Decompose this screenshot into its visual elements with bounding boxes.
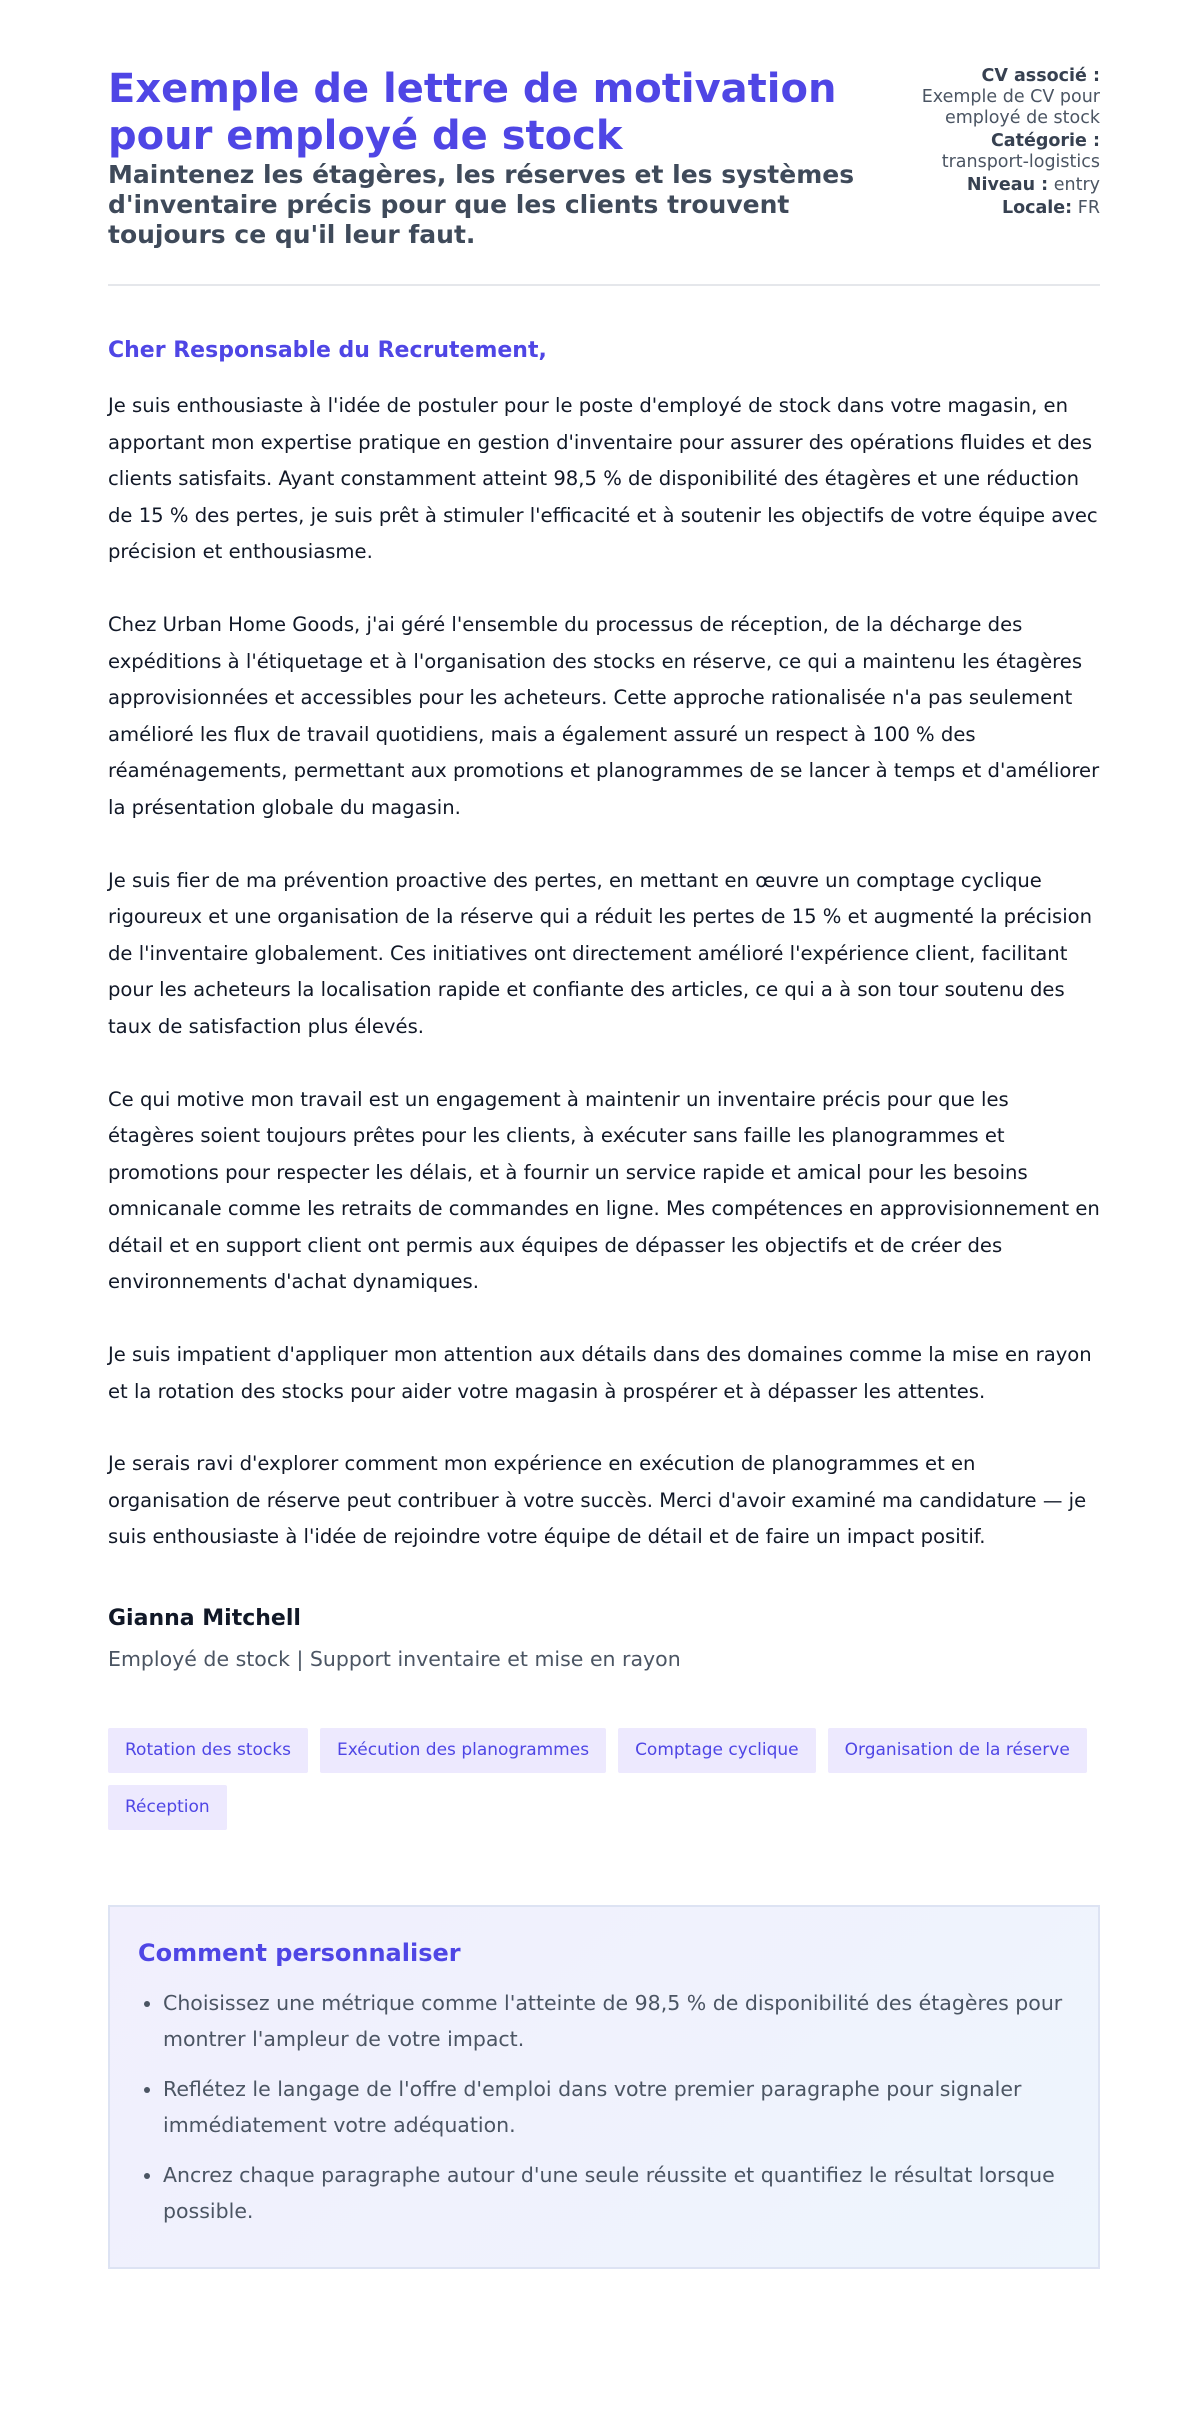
letter-paragraph: Je suis fier de ma prévention proactive des pertes, en mettant en œuvre un comptage cyclique rigoureux et une organisation de la réserve qui a réduit les pertes de 15 % et augmenté la précision de l'inventaire globalement. Ces initiatives ont directement amélioré l'expérience client, facilitant pour les acheteurs la localisation rapide et confiante des articles, ce qui a à son tour soutenu des taux de satisfaction plus élevés. bbox=[108, 868, 1093, 1038]
meta-cv-label: CV associé : bbox=[981, 66, 1100, 86]
letter-paragraph: Je suis enthousiaste à l'idée de postuler pour le poste d'employé de stock dans votre magasin, en apportant mon expertise pratique en gestion d'inventaire pour assurer des opérations fluides et des clients satisfaits. Ayant constamment atteint 98,5 % de disponibilité des étagères et une réduction de 15 % des pertes, je suis prêt à stimuler l'efficacité et à soutenir les objectifs de votre équipe avec précision et enthousiasme. bbox=[108, 394, 1098, 564]
meta-panel bbox=[910, 66, 1100, 221]
letter-paragraph: Je suis impatient d'appliquer mon attention aux détails dans des domaines comme la mise en rayon et la rotation des stocks pour aider votre magasin à prospérer et à dépasser les attentes. bbox=[108, 1343, 1092, 1403]
signature-name: Gianna Mitchell bbox=[108, 1606, 301, 1632]
skill-tag: Comptage cyclique bbox=[618, 1728, 816, 1773]
meta-cv-value: Exemple de CV pour employé de stock bbox=[921, 87, 1100, 128]
meta-locale bbox=[910, 198, 1100, 219]
signature-title: Employé de stock | Support inventaire et mise en rayon bbox=[108, 1647, 681, 1672]
skill-tag: Exécution des planogrammes bbox=[320, 1728, 606, 1773]
customization-tips-box bbox=[108, 1905, 1100, 2269]
meta-level-label: Niveau : bbox=[966, 175, 1049, 195]
meta-category-value: transport-logistics bbox=[941, 152, 1100, 172]
meta-locale-value: FR bbox=[1077, 198, 1100, 218]
page-header bbox=[108, 66, 1100, 250]
tips-title: Comment personnaliser bbox=[138, 1939, 461, 1968]
letter-body bbox=[108, 388, 1100, 1556]
skill-tag: Organisation de la réserve bbox=[828, 1728, 1087, 1773]
letter-greeting: Cher Responsable du Recrutement, bbox=[108, 338, 547, 363]
meta-level bbox=[910, 175, 1100, 196]
page-subtitle: Maintenez les étagères, les réserves et les systèmes d'inventaire précis pour que les clients trouvent toujours ce qu'il leur faut. bbox=[108, 160, 855, 249]
header-divider bbox=[108, 284, 1100, 286]
meta-category bbox=[910, 131, 1100, 173]
tip-item: • Reflétez le langage de l'offre d'emploi dans votre premier paragraphe pour signaler immédiatement votre adéquation. bbox=[163, 2071, 1070, 2143]
meta-category-label: Catégorie : bbox=[990, 131, 1100, 151]
skill-tag: Réception bbox=[108, 1785, 227, 1830]
cover-letter-page bbox=[108, 66, 1100, 2269]
tips-list bbox=[138, 1985, 1070, 2229]
letter-paragraph: Ce qui motive mon travail est un engagement à maintenir un inventaire précis pour que les étagères soient toujours prêtes pour les clients, à exécuter sans faille les planogrammes et promotions pour respecter les délais, et à fournir un service rapide et amical pour les besoins omnicanale comme les retraits de commandes en ligne. Mes compétences en approvisionnement en détail et en support client ont permis aux équipes de dépasser les objectifs et de créer des environnements d'achat dynamiques. bbox=[108, 1087, 1100, 1294]
tip-item: • Ancrez chaque paragraphe autour d'une seule réussite et quantifiez le résultat lorsque possible. bbox=[163, 2157, 1070, 2229]
meta-locale-label: Locale: bbox=[1001, 198, 1073, 218]
letter-paragraph: Chez Urban Home Goods, j'ai géré l'ensemble du processus de réception, de la décharge des expéditions à l'étiquetage et à l'organisation des stocks en réserve, ce qui a maintenu les étagères approvisionnées et accessibles pour les acheteurs. Cette approche rationalisée n'a pas seulement amélioré les flux de travail quotidiens, mais a également assuré un respect à 100 % des réaménagements, permettant aux promotions et planogrammes de se lancer à temps et d'améliorer la présentation globale du magasin. bbox=[108, 612, 1100, 819]
letter-paragraph: Je serais ravi d'explorer comment mon expérience en exécution de planogrammes et en organisation de réserve peut contribuer à votre succès. Merci d'avoir examiné ma candidature — je suis enthousiaste à l'idée de rejoindre votre équipe de détail et de faire un impact positif. bbox=[108, 1452, 1087, 1549]
meta-level-value: entry bbox=[1053, 175, 1100, 195]
meta-cv bbox=[910, 66, 1100, 129]
skill-tags bbox=[108, 1728, 1108, 1830]
title-block bbox=[108, 66, 888, 250]
skill-tag: Rotation des stocks bbox=[108, 1728, 308, 1773]
tip-item: • Choisissez une métrique comme l'atteinte de 98,5 % de disponibilité des étagères pour montrer l'ampleur de votre impact. bbox=[163, 1985, 1070, 2057]
page-title: Exemple de lettre de motivation pour employé de stock bbox=[108, 66, 837, 159]
